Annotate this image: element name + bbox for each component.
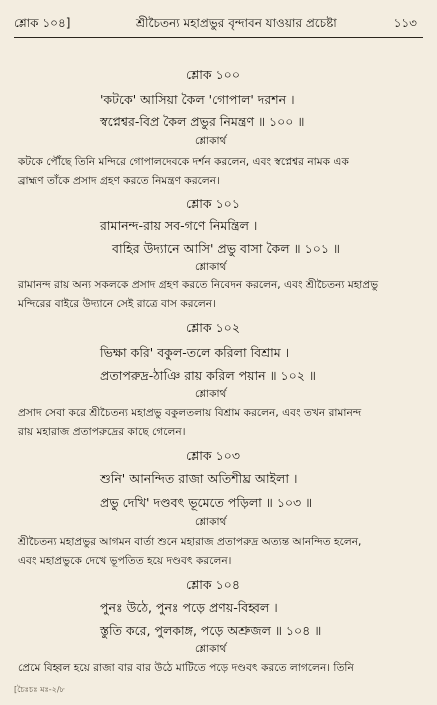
header-page-number: ১১৩ [393,16,417,30]
verse-line: 'কটকে' আসিয়া কৈল 'গোপাল' দরশন । [100,92,295,107]
header-chapter-title: শ্রীচৈতন্য মহাপ্রভুর বৃন্দাবন যাওয়ার প্রচেষ্টা [136,16,337,30]
verse-line: বাহির উদ্যানে আসি' প্রভু বাসা কৈল ॥ ১০১ ॥ [112,241,340,256]
header-verse-ref: শ্লোক ১০৪] [14,16,71,30]
translation-text: ব্রাহ্মণ তাঁকে প্রসাদ গ্রহণ করতে নিমন্ত্রণ করলেন। [18,175,220,187]
translation-label: শ্লোকার্থ [195,135,227,147]
verse-heading: শ্লোক ১০০ [186,67,240,82]
page-footer-signature: [চৈঃচঃ মঃ-২/৮ [14,685,65,694]
translation-text: রামানন্দ রায় অন্য সকলকে প্রসাদ গ্রহণ করতে নিবেদন করলেন, এবং শ্রীচৈতন্য মহাপ্রভু [18,279,379,291]
verse-line: প্রভু দেখি' দণ্ডবৎ ভূমেতে পড়িলা ॥ ১০৩ ॥ [100,495,313,510]
verse-heading: শ্লোক ১০৩ [186,448,240,463]
verse-line: প্রতাপরুদ্র-ঠাঞি রায় করিল পয়ান ॥ ১০২ ॥ [100,368,316,383]
verse-line: স্বপ্নেশ্বর-বিপ্র কৈল প্রভুর নিমন্ত্রণ ॥ ১০০ ॥ [100,114,305,129]
verse-line: শুনি' আনন্দিত রাজা অতিশীঘ্র আইলা । [100,471,298,486]
translation-text: প্রেমে বিহ্বল হয়ে রাজা বার বার উঠে মাটিতে পড়ে দণ্ডবৎ করতে লাগলেন। তিনি [18,662,354,674]
verse-line: স্তুতি করে, পুলকাঙ্গ, পড়ে অশ্রুজল ॥ ১০৪ ॥ [100,623,322,638]
translation-text: রায় মহারাজ প্রতাপরুদ্রের কাছে গেলেন। [18,426,186,438]
verse-line: রামানন্দ-রায় সব-গণে নিমন্ত্রিল । [100,218,258,233]
verse-heading: শ্লোক ১০২ [186,320,240,335]
translation-text: প্রসাদ সেবা করে শ্রীচৈতন্য মহাপ্রভু বকুলতলায় বিশ্রাম করলেন, এবং তখন রামানন্দ [18,407,362,419]
header-rule [14,37,423,38]
translation-label: শ্লোকার্থ [195,388,227,400]
verse-heading: শ্লোক ১০৪ [186,577,240,592]
translation-text: কটকে পৌঁছে তিনি মন্দিরে গোপালদেবকে দর্শন করলেন, এবং স্বপ্নেশ্বর নামক এক [18,156,349,168]
translation-text: এবং মহাপ্রভুকে দেখে ভূপতিত হয়ে দণ্ডবৎ করলেন। [18,555,232,567]
verse-heading: শ্লোক ১০১ [186,196,240,211]
verse-line: ভিক্ষা করি' বকুল-তলে করিলা বিশ্রাম । [100,345,290,360]
translation-label: শ্লোকার্থ [195,261,227,273]
verse-line: পুনঃ উঠে, পুনঃ পড়ে প্রণয়-বিহ্বল । [100,600,278,615]
translation-text: মন্দিরের বাইরে উদ্যানে সেই রাত্রে বাস করলেন। [18,298,216,310]
translation-label: শ্লোকার্থ [195,643,227,655]
translation-text: শ্রীচৈতন্য মহাপ্রভুর আগমন বার্তা শুনে মহারাজ প্রতাপরুদ্র অত্যন্ত আনন্দিত হলেন, [18,536,362,548]
page-header [14,12,417,34]
translation-label: শ্লোকার্থ [195,516,227,528]
